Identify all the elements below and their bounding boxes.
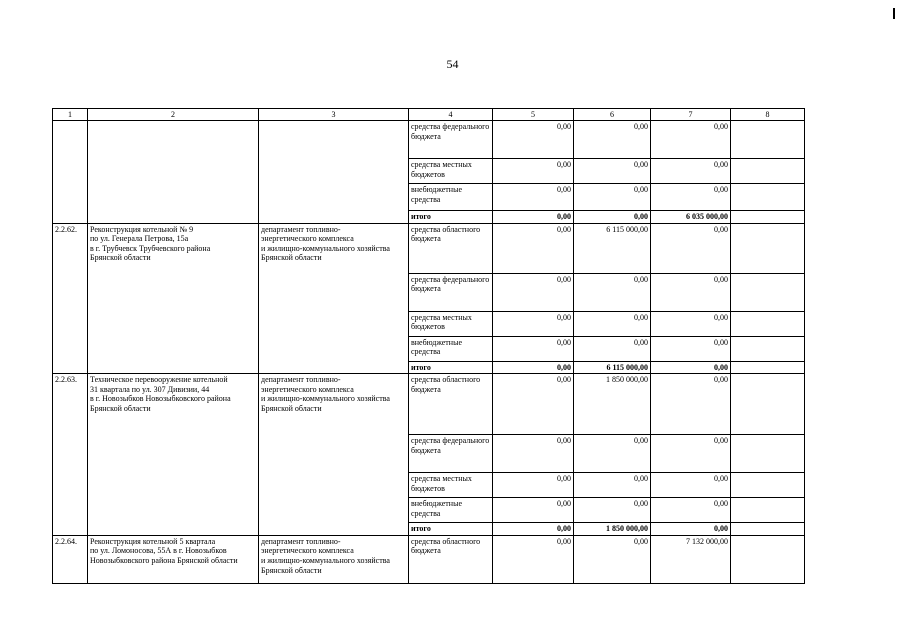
item-name-line: по ул. Генерала Петрова, 15а [90,234,189,244]
funding-source: средства местных бюджетов [409,473,493,498]
funding-source: итого [409,211,493,224]
item-name-line: Реконструкция котельной № 9 [90,224,194,234]
item-name-line: 31 квартала по ул. 307 Дивизии, 44 [90,384,210,394]
executor-line: Брянской области [261,565,322,575]
amount-col8 [731,223,805,273]
amount-col6: 0,00 [574,473,651,498]
amount-col8 [731,184,805,211]
table-body [53,109,805,584]
item-code: 2.2.64. [53,535,88,583]
item-code: 2.2.62. [53,223,88,374]
amount-col7: 0,00 [651,498,731,523]
amount-col6: 0,00 [574,211,651,224]
amount-col6: 0,00 [574,311,651,336]
amount-col7: 0,00 [651,311,731,336]
amount-col6: 0,00 [574,184,651,211]
page-number: 54 [446,57,459,71]
amount-col5: 0,00 [493,159,574,184]
responsible-executor [259,121,409,224]
executor-line: Брянской области [261,253,322,263]
amount-col8 [731,473,805,498]
amount-col7: 0,00 [651,336,731,361]
amount-col7: 0,00 [651,223,731,273]
amount-col7: 0,00 [651,374,731,435]
responsible-executor [259,374,409,536]
amount-col5: 0,00 [493,336,574,361]
item-code [53,121,88,224]
item-name-line: Техническое перевооружение котельной [90,375,228,385]
executor-line: департамент топливно- [261,536,341,546]
amount-col8 [731,535,805,583]
executor-line: энергетического комплекса [261,546,354,556]
amount-col8 [731,273,805,311]
executor-line: энергетического комплекса [261,234,354,244]
amount-col5: 0,00 [493,211,574,224]
item-name-line: по ул. Ломоносова, 55А в г. Новозыбков [90,546,227,556]
amount-col8 [731,435,805,473]
amount-col6: 0,00 [574,159,651,184]
amount-col6: 1 850 000,00 [574,523,651,536]
amount-col6: 0,00 [574,273,651,311]
executor-line: Брянской области [261,403,322,413]
item-name-line: Новозыбковского района Брянской области [90,555,238,565]
amount-col8 [731,336,805,361]
amount-col5: 0,00 [493,435,574,473]
amount-col7: 0,00 [651,121,731,159]
amount-col7: 0,00 [651,361,731,374]
funding-source: средства местных бюджетов [409,311,493,336]
funding-source: средства областного бюджета [409,535,493,583]
funding-row [53,223,805,273]
amount-col8 [731,498,805,523]
amount-col8 [731,159,805,184]
amount-col5: 0,00 [493,498,574,523]
amount-col6: 0,00 [574,498,651,523]
amount-col5: 0,00 [493,473,574,498]
amount-col5: 0,00 [493,535,574,583]
amount-col5: 0,00 [493,374,574,435]
amount-col5: 0,00 [493,273,574,311]
funding-source: средства федерального бюджета [409,273,493,311]
executor-line: департамент топливно- [261,375,341,385]
amount-col7: 7 132 000,00 [651,535,731,583]
amount-col7: 0,00 [651,273,731,311]
amount-col5: 0,00 [493,121,574,159]
executor-line: и жилищно-коммунального хозяйства [261,243,390,253]
amount-col6: 6 115 000,00 [574,223,651,273]
amount-col8 [731,361,805,374]
amount-col8 [731,374,805,435]
amount-col6: 6 115 000,00 [574,361,651,374]
amount-col8 [731,311,805,336]
amount-col7: 0,00 [651,159,731,184]
column-number: 3 [259,109,409,121]
item-name [88,121,259,224]
amount-col6: 0,00 [574,535,651,583]
amount-col6: 1 850 000,00 [574,374,651,435]
column-number: 1 [53,109,88,121]
item-name-line: в г. Новозыбков Новозыбковского района [90,394,231,404]
funding-source: средства федерального бюджета [409,435,493,473]
amount-col8 [731,523,805,536]
column-number: 5 [493,109,574,121]
funding-source: средства областного бюджета [409,223,493,273]
item-name [88,374,259,536]
funding-row [53,535,805,583]
amount-col6: 0,00 [574,336,651,361]
amount-col7: 0,00 [651,473,731,498]
executor-line: и жилищно-коммунального хозяйства [261,555,390,565]
amount-col8 [731,211,805,224]
column-number: 6 [574,109,651,121]
amount-col5: 0,00 [493,223,574,273]
item-name-line: Брянской области [90,403,151,413]
funding-source: средства федерального бюджета [409,121,493,159]
item-name-line: Реконструкция котельной 5 квартала [90,536,216,546]
executor-line: и жилищно-коммунального хозяйства [261,394,390,404]
column-number: 4 [409,109,493,121]
amount-col5: 0,00 [493,523,574,536]
funding-source: средства областного бюджета [409,374,493,435]
amount-col7: 0,00 [651,523,731,536]
executor-line: энергетического комплекса [261,384,354,394]
funding-source: внебюджетные средства [409,336,493,361]
funding-source: внебюджетные средства [409,498,493,523]
responsible-executor [259,535,409,583]
amount-col7: 0,00 [651,184,731,211]
scan-edge-mark [893,8,895,19]
funding-source: средства местных бюджетов [409,159,493,184]
amount-col7: 0,00 [651,435,731,473]
item-name [88,535,259,583]
amount-col7: 6 035 000,00 [651,211,731,224]
item-name-line: в г. Трубчевск Трубчевского района [90,243,211,253]
budget-table [52,108,805,584]
amount-col5: 0,00 [493,311,574,336]
item-name [88,223,259,374]
item-code: 2.2.63. [53,374,88,536]
amount-col6: 0,00 [574,121,651,159]
column-number: 8 [731,109,805,121]
funding-row [53,121,805,159]
funding-source: итого [409,523,493,536]
funding-row [53,374,805,435]
funding-source: итого [409,361,493,374]
item-name-line: Брянской области [90,253,151,263]
column-number-row [53,109,805,121]
amount-col5: 0,00 [493,184,574,211]
column-number: 7 [651,109,731,121]
column-number: 2 [88,109,259,121]
responsible-executor [259,223,409,374]
amount-col5: 0,00 [493,361,574,374]
funding-source: внебюджетные средства [409,184,493,211]
amount-col6: 0,00 [574,435,651,473]
executor-line: департамент топливно- [261,224,341,234]
amount-col8 [731,121,805,159]
